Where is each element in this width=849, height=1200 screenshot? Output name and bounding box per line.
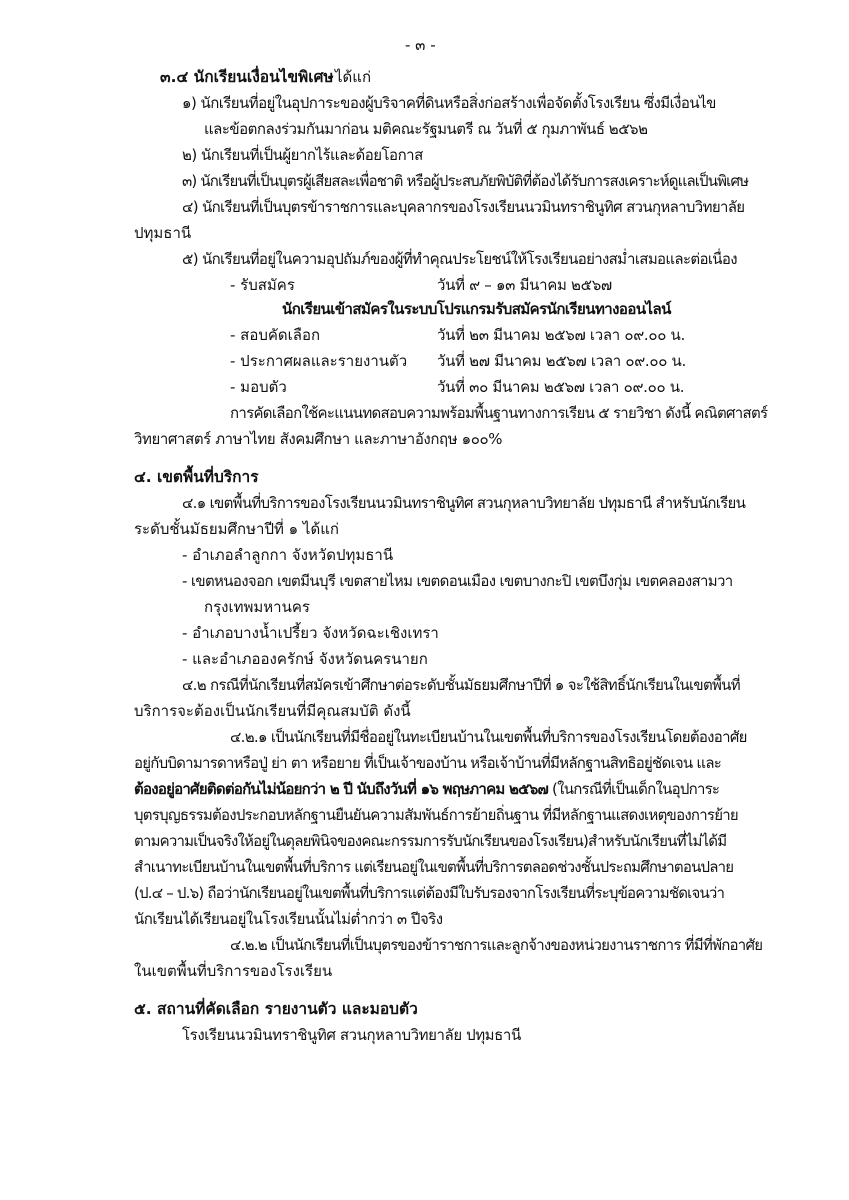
item-3: ๓) นักเรียนที่เป็นบุตรผู้เสียสละเพื่อชาติ หรือผู้ประสบภัยพิบัติที่ต้องได้รับการสงเคราะห์ดูแลเป็นพิเศษ — [182, 172, 749, 190]
page-number: - ๓ - — [405, 36, 436, 54]
p421-line: ตามความเป็นจริงให้อยู่ในดุลยพินิจของคณะกรรมการรับนักเรียนของโรงเรียน)สำหรับนักเรียนที่ไม่ได้มี — [134, 832, 727, 850]
schedule-value-exam: วันที่ ๒๓ มีนาคม ๒๕๖๗ เวลา ๐๙.๐๐ น. — [437, 326, 685, 344]
section-3-4-title-suffix: ได้แก่ — [335, 68, 372, 86]
schedule-label-enroll: - มอบตัว — [230, 378, 287, 396]
schedule-label-apply: - รับสมัคร — [230, 276, 295, 294]
area-list-item: - อำเภอบางน้ำเปรี้ยว จังหวัดฉะเชิงเทรา — [182, 624, 439, 642]
schedule-value-announce: วันที่ ๒๗ มีนาคม ๒๕๖๗ เวลา ๐๙.๐๐ น. — [437, 352, 686, 370]
area-list-item-continuation: กรุงเทพมหานคร — [204, 598, 310, 616]
section-5-title: ๕. สถานที่คัดเลือก รายงานตัว และมอบตัว — [134, 1000, 418, 1018]
p421-bold-text: ต้องอยู่อาศัยติดต่อกันไม่น้อยกว่า ๒ ปี นับถึงวันที่ ๑๖ พฤษภาคม ๒๕๖๗ — [134, 780, 549, 798]
schedule-value-apply: วันที่ ๙ – ๑๓ มีนาคม ๒๕๖๗ — [437, 276, 612, 294]
p421-line: อยู่กับบิดามารดาหรือปู่ ย่า ตา หรือยาย ที่เป็นเจ้าของบ้าน หรือเจ้าบ้านที่มีหลักฐานสิทธิอยู่ชัดเจน และ — [134, 754, 722, 772]
item-4-line-1: ๔) นักเรียนที่เป็นบุตรข้าราชการและบุคลากรของโรงเรียนนวมินทราชินูทิศ สวนกุหลาบวิทยาลัย — [182, 198, 745, 216]
section-5-body: โรงเรียนนวมินทราชินูทิศ สวนกุหลาบวิทยาลัย ปทุมธานี — [182, 1026, 521, 1044]
area-list-item: - และอำเภอองครักษ์ จังหวัดนครนายก — [182, 650, 428, 668]
p421-line: สำเนาทะเบียนบ้านในเขตพื้นที่บริการ แต่เรียนอยู่ในเขตพื้นที่บริการตลอดช่วงชั้นประถมศึกษาตอนปลาย — [134, 858, 734, 876]
area-list-item: - อำเภอลำลูกกา จังหวัดปทุมธานี — [182, 546, 394, 564]
p422-line-1: ๔.๒.๒ เป็นนักเรียนที่เป็นบุตรของข้าราชการและลูกจ้างของหน่วยงานราชการ ที่มีที่พักอาศัย — [230, 936, 763, 954]
p421-bold-tail: (ในกรณีที่เป็นเด็กในอุปการะ — [548, 780, 720, 798]
section-3-4-title: ๓.๔ นักเรียนเงื่อนไขพิเศษ — [160, 68, 334, 86]
p422-line-2: ในเขตพื้นที่บริการของโรงเรียน — [134, 962, 333, 980]
p421-line: นักเรียนได้เรียนอยู่ในโรงเรียนนั้นไม่ต่ำกว่า ๓ ปีจริง — [134, 910, 443, 928]
p421-bold-line — [134, 778, 719, 800]
item-2: ๒) นักเรียนที่เป็นผู้ยากไร้และด้อยโอกาส — [182, 146, 423, 164]
p42-line-1: ๔.๒ กรณีที่นักเรียนที่สมัครเข้าศึกษาต่อระดับชั้นมัธยมศึกษาปีที่ ๑ จะใช้สิทธิ์นักเรียนในเขตพื้นที่ — [182, 676, 740, 694]
p421-line: บุตรบุญธรรมต้องประกอบหลักฐานยืนยันความสัมพันธ์การย้ายถิ่นฐาน ที่มีหลักฐานแสดงเหตุของการย้าย — [134, 806, 738, 824]
schedule-label-exam: - สอบคัดเลือก — [230, 326, 321, 344]
criteria-line-2: วิทยาศาสตร์ ภาษาไทย สังคมศึกษา และภาษาอังกฤษ ๑๐๐% — [134, 430, 503, 448]
p42-line-2: บริการจะต้องเป็นนักเรียนที่มีคุณสมบัติ ดังนี้ — [134, 702, 411, 720]
online-note: นักเรียนเข้าสมัครในระบบโปรแกรมรับสมัครนักเรียนทางออนไลน์ — [282, 300, 671, 318]
area-list-item: - เขตหนองจอก เขตมีนบุรี เขตสายไหม เขตดอนเมือง เขตบางกะปิ เขตบึงกุ่ม เขตคลองสามวา — [182, 572, 733, 590]
item-1-line-1: ๑) นักเรียนที่อยู่ในอุปการะของผู้บริจาคที่ดินหรือสิ่งก่อสร้างเพื่อจัดตั้งโรงเรียน ซึ่งมีเงื่อนไข — [182, 94, 716, 112]
item-1-line-2: และข้อตกลงร่วมกันมาก่อน มติคณะรัฐมนตรี ณ วันที่ ๕ กุมภาพันธ์ ๒๕๖๒ — [204, 120, 648, 138]
p421-line: ๔.๒.๑ เป็นนักเรียนที่มีชื่ออยู่ในทะเบียนบ้านในเขตพื้นที่บริการของโรงเรียนโดยต้องอาศัย — [230, 728, 747, 746]
p41-line-1: ๔.๑ เขตพื้นที่บริการของโรงเรียนนวมินทราชินูทิศ สวนกุหลาบวิทยาลัย ปทุมธานี สำหรับนักเรียน — [182, 494, 746, 512]
schedule-label-announce: - ประกาศผลและรายงานตัว — [230, 352, 408, 370]
section-4-title: ๔. เขตพื้นที่บริการ — [134, 468, 259, 486]
item-5: ๕) นักเรียนที่อยู่ในความอุปถัมภ์ของผู้ที่ทำคุณประโยชน์ให้โรงเรียนอย่างสม่ำเสมอและต่อเนื่อง — [182, 250, 737, 268]
p421-line: (ป.๔ – ป.๖) ถือว่านักเรียนอยู่ในเขตพื้นที่บริการแต่ต้องมีใบรับรองจากโรงเรียนที่ระบุข้อความชัดเจนว่า — [134, 884, 725, 902]
criteria-line-1: การคัดเลือกใช้คะแนนทดสอบความพร้อมพื้นฐานทางการเรียน ๕ รายวิชา ดังนี้ คณิตศาสตร์ — [230, 404, 768, 422]
schedule-value-enroll: วันที่ ๓๐ มีนาคม ๒๕๖๗ เวลา ๐๙.๐๐ น. — [437, 378, 685, 396]
p41-line-2: ระดับชั้นมัธยมศึกษาปีที่ ๑ ได้แก่ — [134, 520, 339, 538]
item-4-line-2: ปทุมธานี — [134, 224, 192, 242]
